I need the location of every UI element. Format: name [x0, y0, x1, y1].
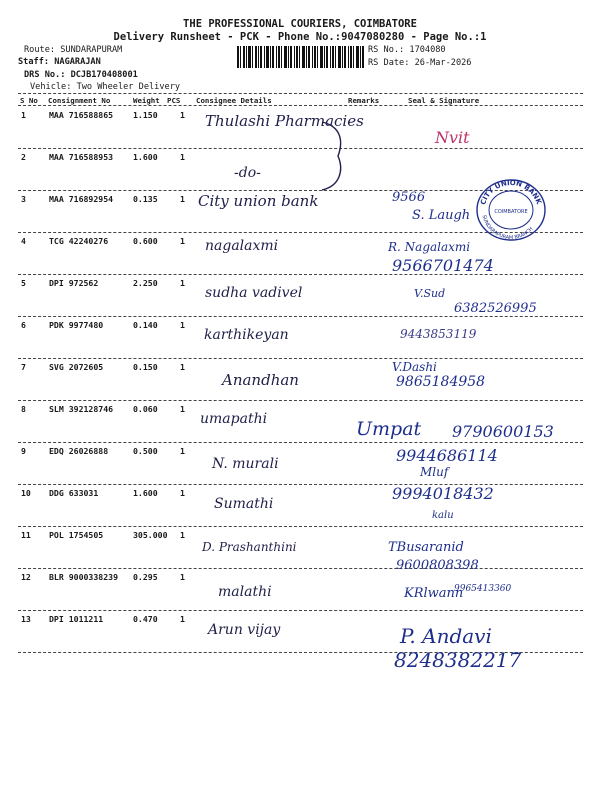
row-pcs: 1	[180, 320, 185, 330]
row-weight: 2.250	[133, 278, 158, 288]
row-weight: 1.600	[133, 152, 158, 162]
row-consignment: DPI 1011211	[49, 614, 104, 624]
row-consignment: DDG 633031	[49, 488, 99, 498]
row-pcs: 1	[180, 446, 185, 456]
stamp-center-text: COIMBATORE	[494, 209, 528, 215]
col-remarks: Remarks	[348, 96, 380, 105]
consignee-hw-11: D. Prashanthini	[202, 540, 297, 554]
signature-6: 9443853119	[400, 327, 477, 341]
signature-7: 9865184958	[396, 374, 486, 390]
brace-mark	[318, 120, 348, 192]
row-separator	[18, 358, 583, 359]
row-sno: 4	[21, 236, 26, 246]
row-pcs: 1	[180, 152, 185, 162]
row-consignment: BLR 9000338239	[49, 572, 119, 582]
signature-12-name: KRlwann	[404, 586, 464, 601]
row-weight: 0.470	[133, 614, 158, 624]
row-sno: 12	[21, 572, 31, 582]
col-weight: Weight	[133, 96, 160, 105]
row-weight: 0.150	[133, 362, 158, 372]
row-weight: 305.000	[133, 530, 168, 540]
consignee-hw-13: Arun vijay	[208, 622, 281, 638]
signature-13: 8248382217	[394, 648, 522, 672]
col-pcs: PCS	[167, 96, 181, 105]
row-consignment: SVG 2072605	[49, 362, 104, 372]
row-consignment: MAA 716892954	[49, 194, 114, 204]
row-sno: 11	[21, 530, 31, 540]
col-consignment: Consignment No	[48, 96, 111, 105]
header-rule-bottom	[18, 105, 583, 106]
route-label: Route: SUNDARAPURAM	[24, 45, 123, 55]
row-sno: 10	[21, 488, 31, 498]
signature-9-name: Mluf	[420, 465, 449, 479]
row-pcs: 1	[180, 236, 185, 246]
row-pcs: 1	[180, 362, 185, 372]
row-separator	[18, 610, 583, 611]
signature-11: 9600808398	[396, 558, 479, 573]
consignee-hw-6: karthikeyan	[204, 327, 289, 343]
consignee-hw-8: umapathi	[200, 411, 268, 427]
row-pcs: 1	[180, 572, 185, 582]
row-weight: 0.060	[133, 404, 158, 414]
stamp-top-text: CITY UNION BANK	[479, 178, 543, 206]
row-sno: 5	[21, 278, 26, 288]
document-subtitle: Delivery Runsheet - PCK - Phone No.:9047080280 - Page No.:1	[113, 31, 487, 43]
row-consignment: DPI 972562	[49, 278, 99, 288]
row-weight: 0.135	[133, 194, 158, 204]
consignee-hw-5: sudha vadivel	[205, 285, 303, 301]
row-consignment: PDK 9977480	[49, 320, 104, 330]
col-consignee: Consignee Details	[196, 96, 272, 105]
row-sno: 3	[21, 194, 26, 204]
row-consignment: TCG 42240276	[49, 236, 109, 246]
staff-label: Staff: NAGARAJAN	[18, 57, 101, 67]
row-consignment: SLM 392128746	[49, 404, 114, 414]
signature-7-name: V.Dashi	[392, 360, 437, 374]
signature-13-name: P. Andavi	[400, 624, 492, 648]
signature-3-name: S. Laugh	[412, 208, 471, 223]
stamp-bottom-text: SUNDARAPURAM BRANCH	[480, 214, 535, 242]
row-sno: 8	[21, 404, 26, 414]
signature-3: 9566	[392, 190, 426, 205]
row-separator	[18, 568, 583, 569]
drs-label: DRS No.: DCJB170408001	[24, 70, 138, 80]
row-sno: 2	[21, 152, 26, 162]
row-weight: 1.600	[133, 488, 158, 498]
city-union-bank-stamp	[472, 176, 550, 242]
row-sno: 7	[21, 362, 26, 372]
signature-4-name: R. Nagalaxmi	[388, 240, 471, 254]
row-pcs: 1	[180, 614, 185, 624]
row-weight: 0.295	[133, 572, 158, 582]
svg-text:CITY UNION BANK	[479, 179, 543, 206]
signature-5: 6382526995	[454, 301, 537, 316]
consignee-hw-7: Anandhan	[222, 371, 299, 389]
col-seal-signature: Seal & Signature	[408, 96, 480, 105]
row-sno: 13	[21, 614, 31, 624]
row-separator	[18, 316, 583, 317]
signature-11-name: TBusaranid	[388, 540, 464, 555]
barcode-icon	[237, 46, 364, 68]
row-weight: 0.500	[133, 446, 158, 456]
row-pcs: 1	[180, 530, 185, 540]
row-pcs: 1	[180, 278, 185, 288]
row-weight: 1.150	[133, 110, 158, 120]
consignee-hw-4: nagalaxmi	[205, 238, 279, 254]
signature-9: 9944686114	[396, 446, 498, 465]
row-consignment: POL 1754505	[49, 530, 104, 540]
consignee-hw-10: Sumathi	[214, 496, 274, 512]
document-title: THE PROFESSIONAL COURIERS, COIMBATORE	[183, 18, 417, 30]
rs-date: RS Date: 26-Mar-2026	[368, 58, 472, 68]
row-separator	[18, 442, 583, 443]
row-separator	[18, 526, 583, 527]
row-pcs: 1	[180, 488, 185, 498]
row-pcs: 1	[180, 404, 185, 414]
consignee-hw-3: City union bank	[198, 192, 319, 210]
consignee-hw-1: Thulashi Pharmacies	[205, 112, 364, 130]
signature-5-name: V.Sud	[414, 287, 446, 300]
row-pcs: 1	[180, 194, 185, 204]
row-weight: 0.600	[133, 236, 158, 246]
row-consignment: MAA 716588953	[49, 152, 114, 162]
row-sno: 9	[21, 446, 26, 456]
row-pcs: 1	[180, 110, 185, 120]
consignee-hw-9: N. murali	[212, 456, 279, 472]
header-rule-top	[18, 93, 583, 94]
row-sno: 6	[21, 320, 26, 330]
row-separator	[18, 484, 583, 485]
signature-10-name: kalu	[432, 510, 454, 521]
signature-8: 9790600153	[452, 422, 554, 441]
col-sno: S No	[20, 96, 38, 105]
rs-number: RS No.: 1704080	[368, 45, 446, 55]
row-separator	[18, 400, 583, 401]
row-consignment: MAA 716588865	[49, 110, 114, 120]
signature-4: 9566701474	[392, 256, 494, 275]
signature-12: 9965413360	[454, 584, 512, 594]
row-consignment: EDQ 26026888	[49, 446, 109, 456]
row-sno: 1	[21, 110, 26, 120]
row-separator	[18, 148, 583, 149]
signature-8-name: Umpat	[356, 418, 422, 440]
consignee-hw-12: malathi	[218, 584, 272, 600]
row-separator	[18, 274, 583, 275]
consignee-hw-2: -do-	[234, 165, 261, 181]
row-weight: 0.140	[133, 320, 158, 330]
signature-10: 9994018432	[392, 484, 494, 503]
vehicle-label: Vehicle: Two Wheeler Delivery	[30, 82, 181, 92]
signature-1: Nvit	[435, 128, 470, 147]
